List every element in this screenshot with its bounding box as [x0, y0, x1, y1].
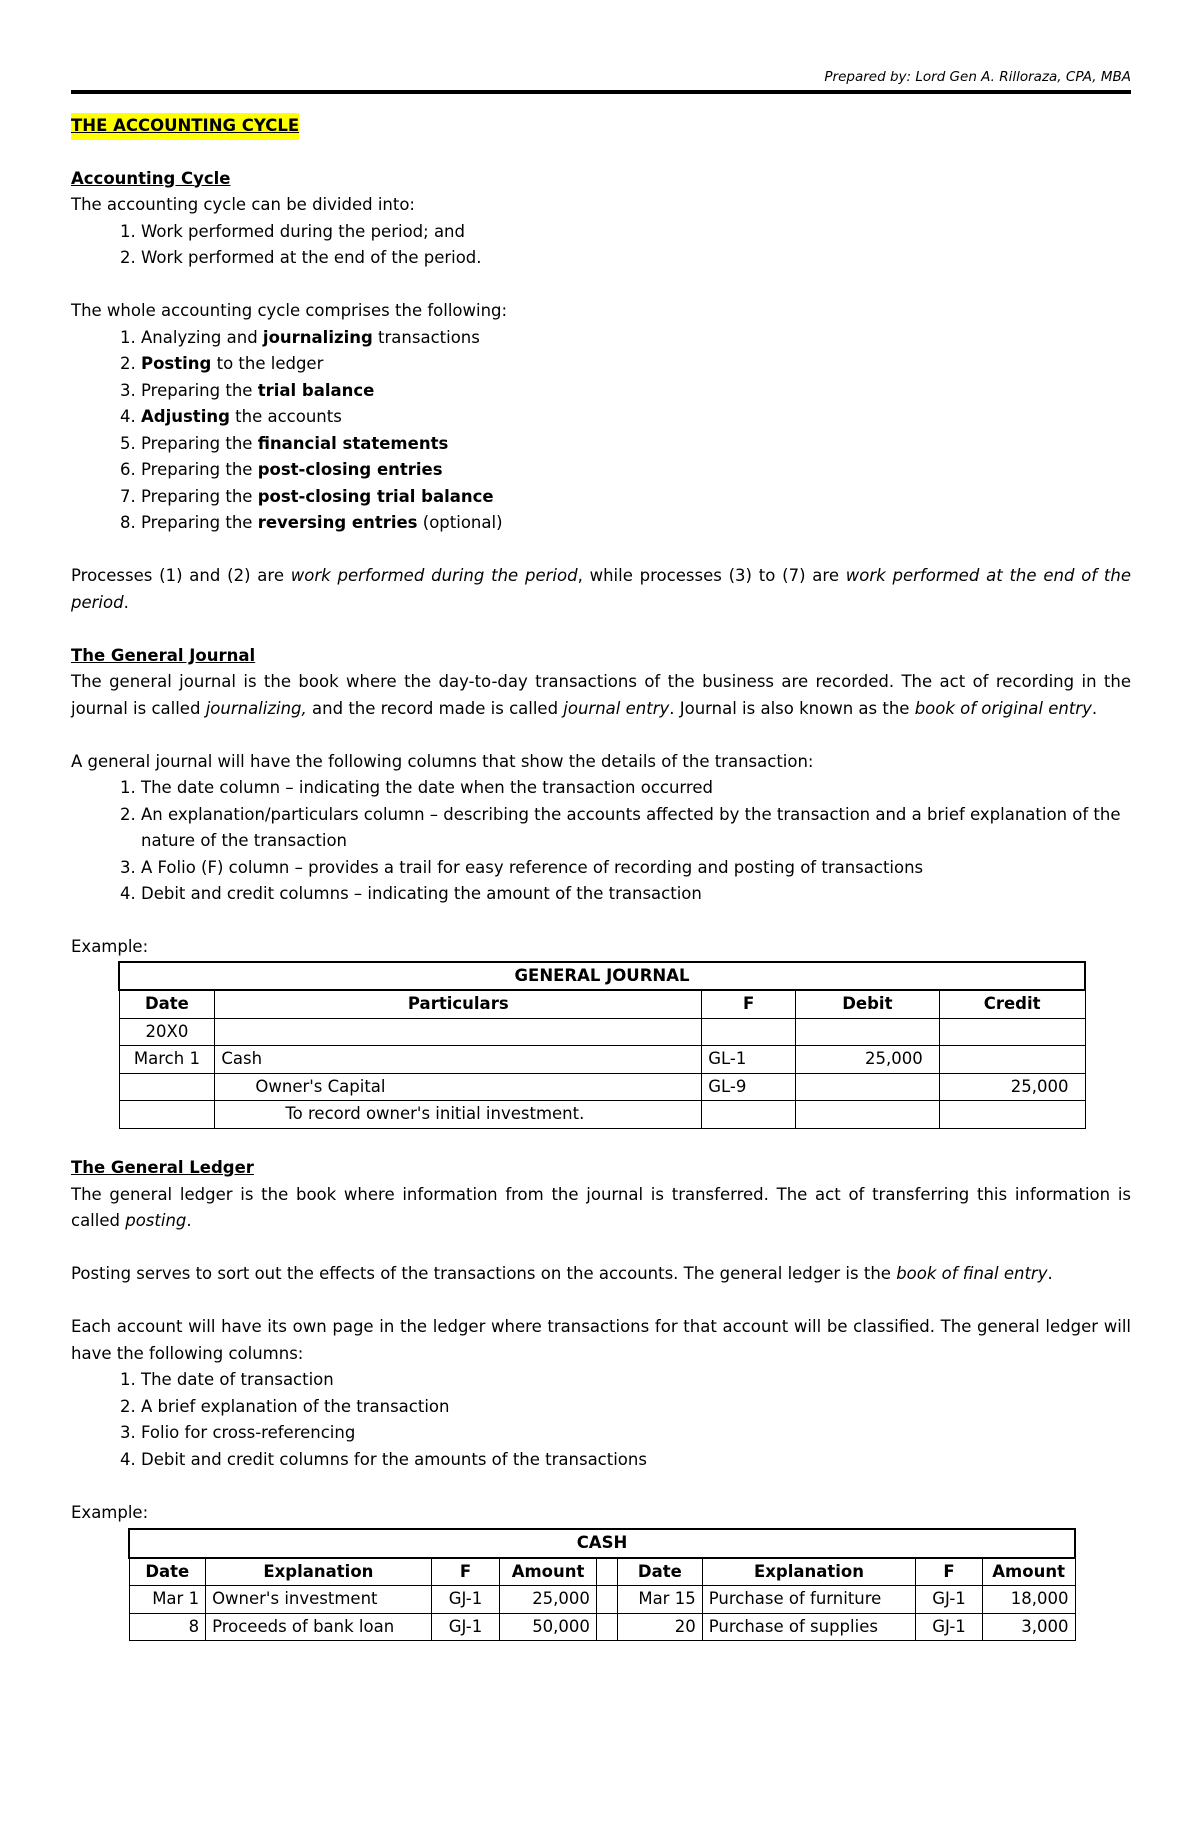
cell-credit-explanation: Purchase of supplies: [702, 1613, 916, 1641]
list-item: 2. Posting to the ledger: [141, 351, 1131, 378]
cell-credit: [939, 1018, 1085, 1046]
ledger-example-label: Example:: [71, 1502, 149, 1522]
general-ledger-definition: The general ledger is the book where information from the journal is transferred. The act of transferring this information is called posting.: [71, 1184, 1131, 1230]
cell-credit-amount: 18,000: [982, 1586, 1075, 1614]
journal-example-label: Example:: [71, 937, 149, 956]
table-row: [119, 1046, 1085, 1074]
whole-cycle-intro: The whole accounting cycle comprises the following:: [71, 301, 508, 320]
list-item: 4. Debit and credit columns – indicating the amount of the transaction: [141, 881, 1131, 908]
cell-debit-date: Mar 1: [129, 1586, 206, 1614]
accounting-cycle-intro: The accounting cycle can be divided into:: [71, 195, 415, 214]
table-caption: CASH: [129, 1529, 1075, 1558]
cell-debit-date: 8: [129, 1613, 206, 1641]
general-journal-definition: The general journal is the book where the day-to-day transactions of the business are recorded. The act of recording in the journal is called journalizing, and the record made is called journal entry. Journal is also known as the book of original entry.: [71, 672, 1131, 718]
cash-ledger-table: [128, 1528, 1076, 1641]
list-item: 3. A Folio (F) column – provides a trail for easy reference of recording and posting of transactions: [141, 855, 1131, 882]
cell-credit: [939, 1046, 1085, 1074]
cell-particulars: Cash: [215, 1046, 702, 1074]
table-caption: GENERAL JOURNAL: [119, 962, 1085, 991]
general-ledger-heading: The General Ledger: [71, 1158, 254, 1177]
table-row: [129, 1613, 1075, 1641]
list-item: 1. The date column – indicating the date when the transaction occurred: [141, 775, 1131, 802]
column-header: Explanation: [702, 1558, 916, 1586]
cell-debit-explanation: Proceeds of bank loan: [206, 1613, 432, 1641]
cell-folio: GL-1: [702, 1046, 796, 1074]
column-header: F: [702, 990, 796, 1018]
cell-date: [119, 1101, 215, 1129]
journal-columns-list: [71, 775, 1131, 908]
ledger-columns-list: [71, 1367, 1131, 1473]
table-row: [119, 1101, 1085, 1129]
cell-credit: [939, 1101, 1085, 1129]
header-rule: [71, 90, 1131, 94]
list-item: 8. Preparing the reversing entries (optional): [141, 510, 1131, 537]
cell-credit-folio: GJ-1: [916, 1613, 982, 1641]
column-header: Debit: [795, 990, 939, 1018]
cell-credit-date: 20: [618, 1613, 703, 1641]
list-item: 6. Preparing the post-closing entries: [141, 457, 1131, 484]
cell-credit-amount: 3,000: [982, 1613, 1075, 1641]
document-body: [71, 113, 1131, 1641]
page-title: THE ACCOUNTING CYCLE: [71, 113, 299, 140]
cell-credit-explanation: Purchase of furniture: [702, 1586, 916, 1614]
list-item: 4. Debit and credit columns for the amounts of the transactions: [141, 1447, 1131, 1474]
cell-folio: [702, 1018, 796, 1046]
list-item: 7. Preparing the post-closing trial balance: [141, 484, 1131, 511]
table-row: [119, 1073, 1085, 1101]
column-header: Date: [119, 990, 215, 1018]
column-header: Explanation: [206, 1558, 432, 1586]
cell-particulars: Owner's Capital: [215, 1073, 702, 1101]
journal-columns-intro: A general journal will have the following columns that show the details of the transaction:: [71, 751, 814, 771]
column-header: F: [431, 1558, 500, 1586]
cell-credit: 25,000: [939, 1073, 1085, 1101]
column-header: Credit: [939, 990, 1085, 1018]
processes-paragraph: Processes (1) and (2) are work performed during the period, while processes (3) to (7) are work performed at the end of the period.: [71, 566, 1131, 612]
cycle-parts-list: [71, 219, 1131, 272]
list-item: 1. Work performed during the period; and: [141, 219, 1131, 246]
cell-debit-amount: 50,000: [500, 1613, 597, 1641]
posting-paragraph: Posting serves to sort out the effects of the transactions on the accounts. The general ledger is the book of final entry.: [71, 1264, 1053, 1283]
list-item: 1. The date of transaction: [141, 1367, 1131, 1394]
cell-debit-folio: GJ-1: [431, 1586, 500, 1614]
column-separator: [596, 1558, 617, 1586]
accounting-cycle-heading: Accounting Cycle: [71, 168, 231, 188]
list-item: 2. Work performed at the end of the period.: [141, 245, 1131, 272]
list-item: 3. Preparing the trial balance: [141, 378, 1131, 405]
cell-debit: 25,000: [795, 1046, 939, 1074]
ledger-columns-intro: Each account will have its own page in the ledger where transactions for that account will be classified. The general ledger will have the following columns:: [71, 1317, 1131, 1363]
column-header: Particulars: [215, 990, 702, 1018]
cell-debit: [795, 1073, 939, 1101]
prepared-by: Prepared by: Lord Gen A. Rilloraza, CPA, MBA: [824, 69, 1131, 85]
column-header: Amount: [500, 1558, 597, 1586]
column-header: Date: [618, 1558, 703, 1586]
column-separator: [596, 1613, 617, 1641]
cell-credit-folio: GJ-1: [916, 1586, 982, 1614]
cell-debit-folio: GJ-1: [431, 1613, 500, 1641]
list-item: 1. Analyzing and journalizing transactions: [141, 325, 1131, 352]
general-journal-heading: The General Journal: [71, 645, 256, 665]
table-row: [129, 1586, 1075, 1614]
column-header: Date: [129, 1558, 206, 1586]
list-item: 2. A brief explanation of the transaction: [141, 1394, 1131, 1421]
column-header: Amount: [982, 1558, 1075, 1586]
cell-debit: [795, 1018, 939, 1046]
cell-date: March 1: [119, 1046, 215, 1074]
list-item: 3. Folio for cross-referencing: [141, 1420, 1131, 1447]
list-item: 4. Adjusting the accounts: [141, 404, 1131, 431]
cell-debit-explanation: Owner's investment: [206, 1586, 432, 1614]
cell-folio: [702, 1101, 796, 1129]
cell-credit-date: Mar 15: [618, 1586, 703, 1614]
column-header: F: [916, 1558, 982, 1586]
column-separator: [596, 1586, 617, 1614]
list-item: 5. Preparing the financial statements: [141, 431, 1131, 458]
cell-particulars: To record owner's initial investment.: [215, 1101, 702, 1129]
cycle-steps-list: [71, 325, 1131, 537]
cell-debit: [795, 1101, 939, 1129]
cell-particulars: [215, 1018, 702, 1046]
cell-date: 20X0: [119, 1018, 215, 1046]
cell-folio: GL-9: [702, 1073, 796, 1101]
table-row: [119, 1018, 1085, 1046]
cell-date: [119, 1073, 215, 1101]
list-item: 2. An explanation/particulars column – describing the accounts affected by the transaction and a brief explanation of the nature of the transaction: [141, 802, 1131, 855]
cell-debit-amount: 25,000: [500, 1586, 597, 1614]
general-journal-table: [118, 961, 1086, 1129]
